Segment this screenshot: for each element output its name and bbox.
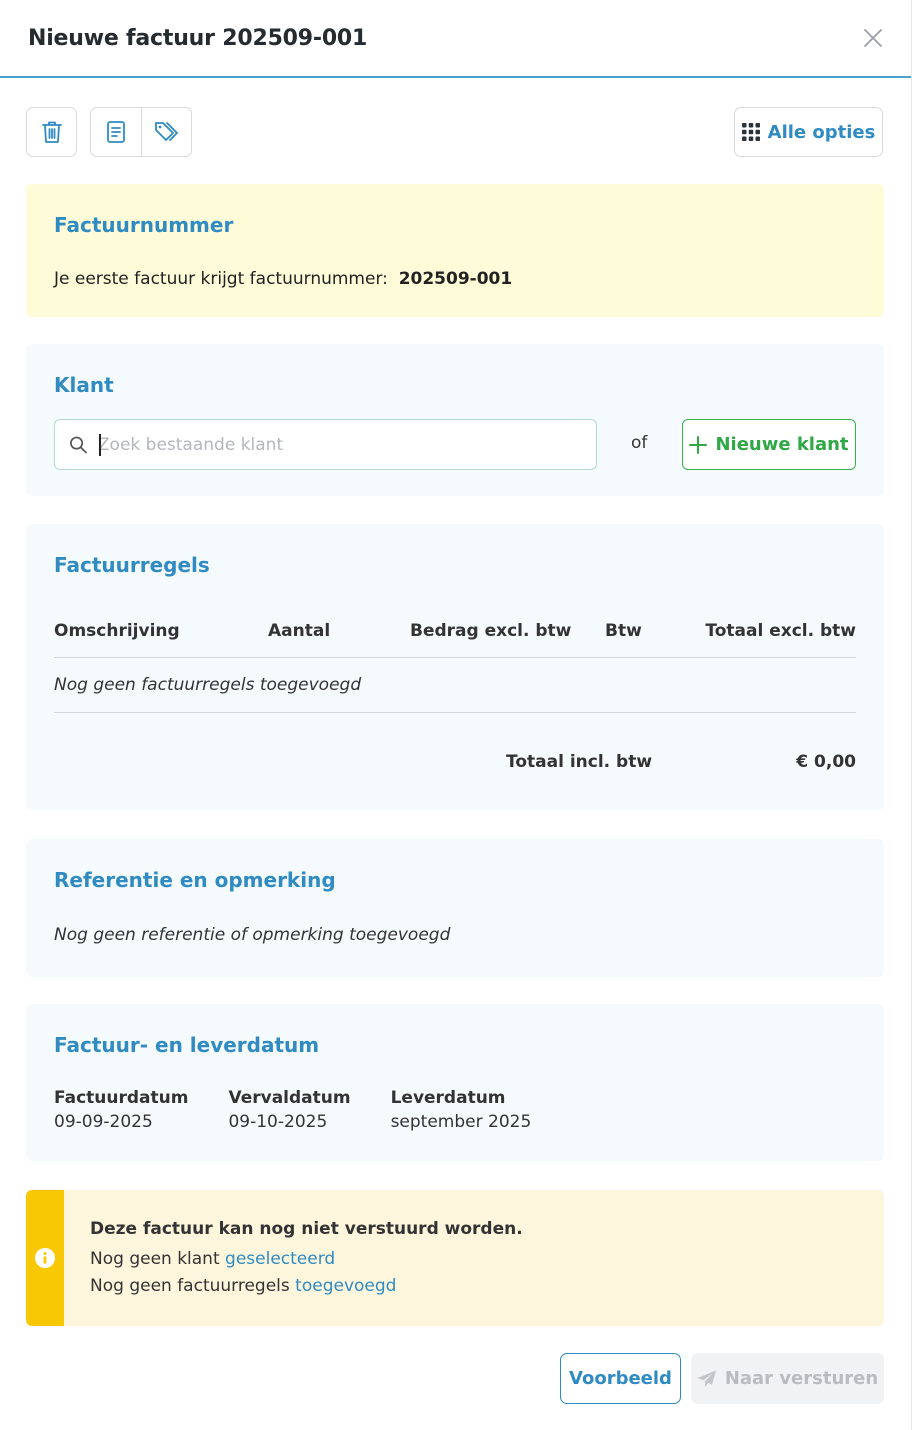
add-lines-link[interactable]: toegevoegd <box>295 1276 397 1296</box>
delivery-date-label: Leverdatum <box>390 1088 506 1108</box>
warning-title: Deze factuur kan nog niet verstuurd worden. <box>90 1219 523 1239</box>
all-options-label: Alle opties <box>767 121 876 143</box>
column-header-amount: Bedrag excl. btw <box>410 621 572 641</box>
tag-icon <box>154 120 180 144</box>
delete-button-group <box>26 107 77 157</box>
document-icon <box>106 120 126 144</box>
invoice-number-card <box>26 184 884 317</box>
column-header-description: Omschrijving <box>54 621 180 641</box>
warning-line-lines <box>90 1273 523 1300</box>
paper-plane-icon <box>697 1370 717 1388</box>
invoice-date <box>54 1088 188 1132</box>
due-date-label: Vervaldatum <box>228 1088 351 1108</box>
modal-title: Nieuwe factuur 202509-001 <box>28 25 368 51</box>
invoice-number-title: Factuurnummer <box>54 213 234 237</box>
warning-body <box>90 1216 523 1300</box>
delivery-date <box>391 1088 532 1132</box>
invoice-lines-card <box>26 524 884 810</box>
invoice-number-value: 202509-001 <box>398 269 513 289</box>
due-date <box>228 1088 350 1132</box>
send-label: Naar versturen <box>724 1368 879 1389</box>
preview-button[interactable] <box>560 1353 681 1404</box>
send-warning <box>26 1190 884 1326</box>
info-icon <box>35 1248 55 1268</box>
plus-icon <box>689 436 707 454</box>
search-icon <box>69 435 88 455</box>
client-title: Klant <box>54 373 114 397</box>
new-client-label: Nieuwe klant <box>715 434 849 455</box>
reference-empty-text: Nog geen referentie of opmerking toegevoegd <box>54 925 451 945</box>
preview-label: Voorbeeld <box>569 1368 672 1389</box>
warning-bar <box>26 1190 64 1326</box>
invoice-date-label: Factuurdatum <box>54 1088 189 1108</box>
client-card <box>26 344 884 496</box>
document-tag-group <box>90 107 192 157</box>
all-options-button[interactable] <box>734 107 883 157</box>
dates-title: Factuur- en leverdatum <box>54 1033 320 1057</box>
or-label: of <box>631 433 648 453</box>
invoice-number-text-row <box>54 269 512 289</box>
document-button[interactable] <box>91 108 141 156</box>
reference-title: Referentie en opmerking <box>54 868 336 892</box>
dates-card <box>26 1004 884 1161</box>
column-header-quantity: Aantal <box>268 621 331 641</box>
select-client-link[interactable]: geselecteerd <box>225 1249 336 1269</box>
total-label: Totaal incl. btw <box>506 752 653 772</box>
reference-card <box>26 839 884 977</box>
warning-line-lines-text: Nog geen factuurregels <box>90 1276 290 1296</box>
divider <box>54 657 856 658</box>
divider <box>54 712 856 713</box>
delete-button[interactable] <box>27 108 76 156</box>
grid-icon <box>742 123 760 141</box>
warning-line-client-text: Nog geen klant <box>90 1249 220 1269</box>
modal-header <box>0 0 911 78</box>
toolbar <box>26 107 883 157</box>
trash-icon <box>41 120 63 144</box>
column-header-vat: Btw <box>605 621 642 641</box>
warning-line-client <box>90 1246 523 1273</box>
dates-row <box>54 1088 571 1132</box>
lines-empty-text: Nog geen factuurregels toegevoegd <box>54 675 362 695</box>
send-button[interactable] <box>691 1353 884 1404</box>
invoice-number-text: Je eerste factuur krijgt factuurnummer: <box>54 269 388 289</box>
close-button[interactable] <box>853 18 893 58</box>
tag-button[interactable] <box>141 108 191 156</box>
client-search-box[interactable] <box>54 419 597 470</box>
invoice-date-value: 09-09-2025 <box>54 1112 153 1132</box>
invoice-lines-title: Factuurregels <box>54 553 210 577</box>
new-client-button[interactable] <box>682 419 856 470</box>
close-icon <box>863 28 883 48</box>
due-date-value: 09-10-2025 <box>228 1112 328 1132</box>
client-search-input[interactable] <box>98 435 596 455</box>
column-header-total: Totaal excl. btw <box>705 621 856 641</box>
delivery-date-value: september 2025 <box>390 1112 532 1132</box>
total-value: € 0,00 <box>796 752 856 772</box>
text-cursor <box>99 434 101 456</box>
